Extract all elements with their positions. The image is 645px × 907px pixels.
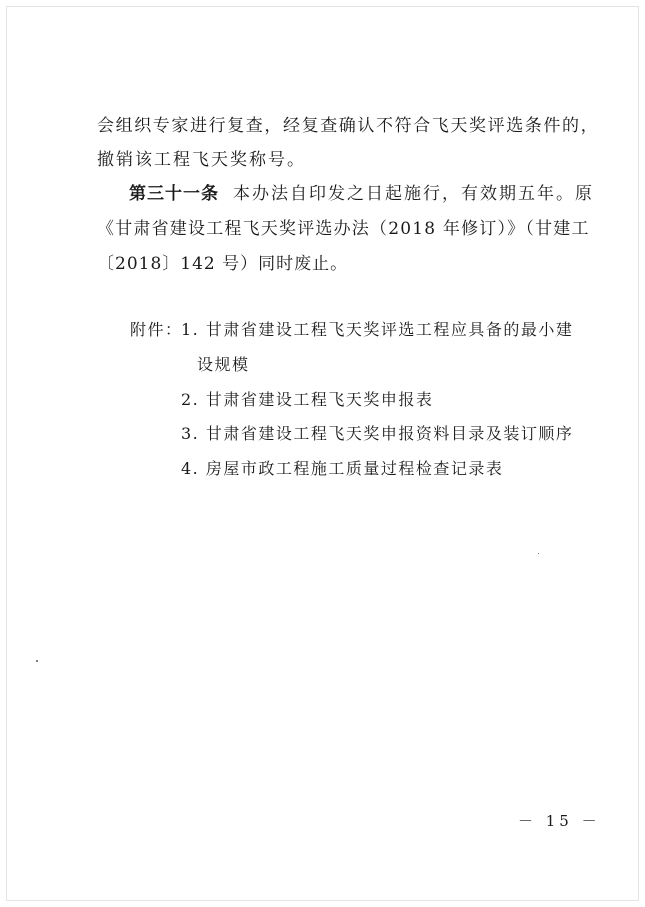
attachment-item-3: 3. 甘肃省建设工程飞天奖申报资料目录及装订顺序 bbox=[181, 424, 574, 443]
attachment-item-4: 4. 房屋市政工程施工质量过程检查记录表 bbox=[181, 459, 504, 478]
paragraph-line-1: 会组织专家进行复查，经复查确认不符合飞天奖评选条件的， bbox=[97, 116, 600, 136]
page-border bbox=[6, 6, 639, 901]
article-31-line-2: 《甘肃省建设工程飞天奖评选办法（2018 年修订）》（甘建工 bbox=[97, 219, 590, 239]
paragraph-line-2: 撤销该工程飞天奖称号。 bbox=[97, 150, 306, 170]
attachment-item-1: 1. 甘肃省建设工程飞天奖评选工程应具备的最小建 bbox=[181, 320, 574, 339]
article-31-line-3: 〔2018〕142 号）同时废止。 bbox=[97, 254, 349, 274]
article-31-line-1 bbox=[129, 184, 594, 204]
article-number: 第三十一条 bbox=[129, 184, 219, 204]
page-number: － 15 － bbox=[518, 812, 601, 830]
article-text-1: 本办法自印发之日起施行，有效期五年。原 bbox=[233, 184, 594, 204]
attachment-item-2: 2. 甘肃省建设工程飞天奖申报表 bbox=[181, 390, 434, 409]
attachments-label: 附件： bbox=[130, 320, 183, 339]
scan-speck bbox=[538, 553, 539, 554]
scan-speck bbox=[36, 660, 38, 662]
attachment-item-1-continued: 设规模 bbox=[197, 355, 250, 374]
